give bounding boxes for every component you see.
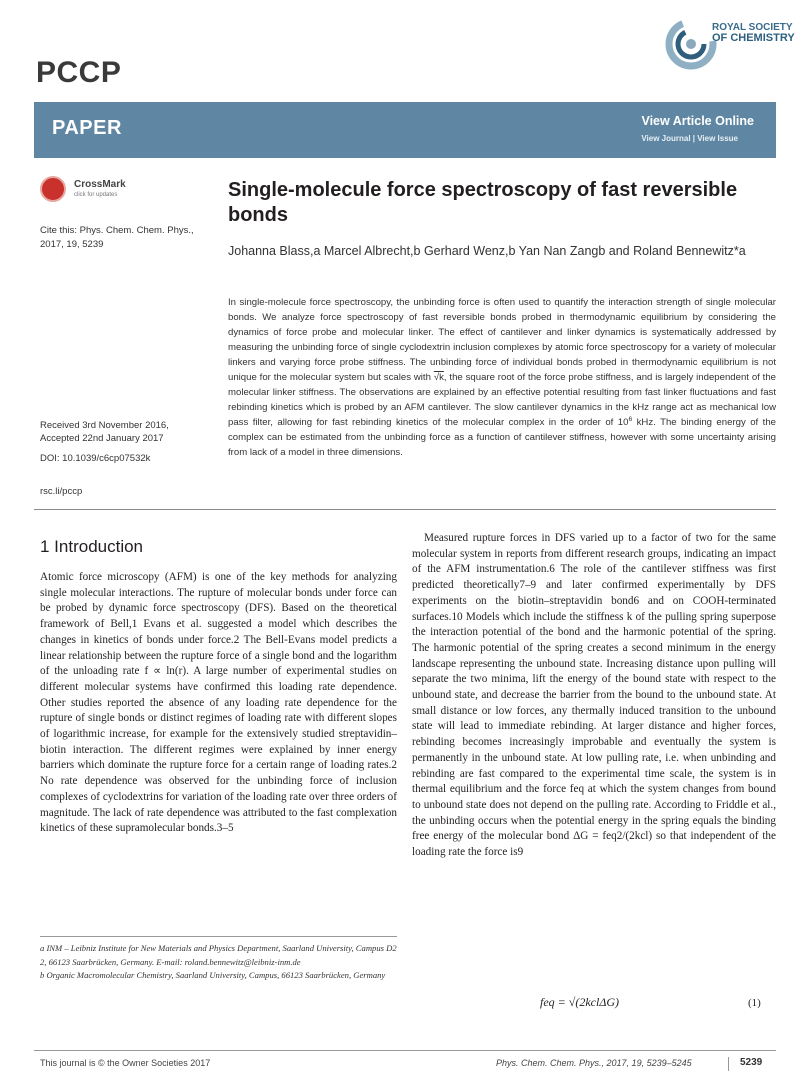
author-list: Johanna Blass,a Marcel Albrecht,b Gerhard Wenz,b Yan Nan Zangb and Roland Bennewitz*a [228, 244, 746, 258]
footer-citation: Phys. Chem. Chem. Phys., 2017, 19, 5239–5245 [496, 1058, 692, 1068]
received-date: Received 3rd November 2016, [40, 420, 169, 431]
footnote-rule [40, 936, 397, 937]
crossmark-label: CrossMark [74, 179, 126, 190]
equation: feq = √(2kclΔG) [540, 995, 620, 1009]
cite-this [40, 224, 220, 252]
footer-copyright: This journal is © the Owner Societies 2017 [40, 1058, 211, 1068]
intro-paragraph-1: Atomic force microscopy (AFM) is one of the key methods for analyzing single molecular interactions. The rupture of molecular bonds under force can be probed by dynamic force spectroscopy (DFS). Based on the theoretical framework of Bell,1 Evans et al. suggested a model which describes the changes in kinetics of bonds under force.2 The Bell-Evans model predicts a linear relationship between the rupture force of a single bond and the logarithm of the unloading rate f ∝ ln(r). A large number of experimental studies on different molecular systems have confirmed this loading rate dependence. Other studies reported the absence of any loading rate dependence for the rupture of single bonds or distinct regimes of loading rate with different slopes of logarithmic increase, for example for the extensively studied streptavidin–biotin interaction. The different regimes were explained by inner energy barriers which dominate the rupture force for a certain range of loading rates.2 No rate dependence was observed for the unbinding force of inclusion complexes of cyclodextrins for variation of the loading rate over three orders of magnitude. The lack of rate dependence was attributed to the fast complexation kinetics of these supramolecular bonds.3–5 [40, 571, 397, 835]
view-journal-issue-links[interactable]: View Journal | View Issue [641, 134, 738, 143]
section-heading: 1 Introduction [40, 537, 144, 556]
article-title: Single-molecule force spectroscopy of fast reversible bonds [228, 179, 738, 226]
body-column-left [40, 570, 397, 837]
journal-name: PCCP [36, 56, 122, 89]
equation-number: (1) [748, 997, 761, 1009]
view-article-online-link[interactable]: View Article Online [641, 114, 754, 128]
paper-type-label: PAPER [52, 117, 122, 139]
abstract-part-3: kHz. The binding energy of the complex can be estimated from the unbinding force as a function of cantilever stiffness, however with some uncertainty arising from lack of a model in three dimensions. [228, 417, 776, 458]
accepted-date: Accepted 22nd January 2017 [40, 433, 164, 444]
affiliations [40, 942, 397, 983]
citation: Phys. Chem. Chem. Phys., 2017, 19, 5239 [40, 225, 194, 250]
affiliation-a: a INM – Leibniz Institute for New Materials and Physics Department, Saarland University, Campus D2 2, 66123 Saarbrücken, Germany. E-mail: roland.bennewitz@leibniz-inm.de [40, 943, 397, 967]
abstract [228, 295, 776, 460]
paper-banner [34, 102, 776, 158]
journal-link[interactable]: rsc.li/pccp [40, 486, 83, 497]
affiliation-b: b Organic Macromolecular Chemistry, Saarland University, Campus, 66123 Saarbrücken, Germany [40, 970, 386, 980]
logo-line-2: OF CHEMISTRY [712, 32, 795, 44]
page-number: 5239 [740, 1057, 763, 1068]
intro-paragraph-2: Measured rupture forces in DFS varied up to a factor of two for the same molecular system in reports from different research groups, indicating an impact of the AFM instrumentation.6 The role of the cantilever stiffness was first predicted theoretically7–9 and later confirmed experimentally by DFS experiments on the biotin–streptavidin bond6 and on COOH-terminated surfaces.10 Models which include the stiffness k of the pulling spring superpose the interaction potential of the bond and the harmonic potential of the spring. The harmonic potential of the spring creates a second minimum in the energy landscape representing the unbound state. Increasing distance upon pulling will separate the two minima, lift the energy of the bound state with respect to the unbound state, and decrease the barrier from the bound to the unbound state. At small distance or low forces, any thermally induced transition to the unbound state will lead to immediate rebinding. At larger distance and higher forces, rebinding becomes increasingly improbable and eventually the system is permanently in the unbound state. At low pulling rate, i.e. when unbinding and rebinding are fast compared to the experimental time scale, the system is in thermal equilibrium and the force feq at which the system changes from bound to unbound state does not depend on the pulling rate. According to Friddle et al., the unbinding occurs when the potential energy in the spring equals the binding free energy of the molecular bond ΔG = feq2/(2kcl) so that independent of the loading rate the force is9 [412, 532, 776, 859]
logo-line-1: ROYAL SOCIETY [712, 22, 793, 33]
doi[interactable]: DOI: 10.1039/c6cp07532k [40, 453, 151, 464]
rsc-logo-text [712, 22, 795, 44]
crossmark-button[interactable] [40, 176, 150, 206]
page-separator [728, 1057, 729, 1071]
abstract-exponent: 6 [628, 415, 633, 423]
footer-rule [34, 1050, 776, 1051]
body-column-right [412, 531, 776, 861]
abstract-sqrt: √k [433, 372, 444, 383]
article-dates [40, 419, 220, 445]
section-divider [34, 509, 776, 510]
abstract-part-1: In single-molecule force spectroscopy, the unbinding force is often used to quantify the interaction strength of single molecular bonds. We analyze force spectroscopy of fast reversible bonds probed in thermodynamic equilibrium by considering the dynamics of force probe and molecular linker. The effect of cantilever and linker dynamics is systematically addressed by measuring the unbinding force of single cyclodextrin inclusion complexes by atomic force spectroscopy for a variety of molecular linkers and varying force probe stiffness. The unbinding force of individual bonds probed in thermodynamic equilibrium is not unique for the molecular system but scales with [228, 297, 776, 383]
crossmark-sub: click for updates [74, 192, 118, 198]
abstract-part-2: , the square root of the force probe stiffness, and is largely independent of the molecular linker stiffness. The observations are explained by an effective potential resulting from fast linker fluctuations and fast rebinding kinetics which is probed by an AFM cantilever. The slow cantilever dynamics in the kHz range act as mechanical low pass filter, allowing for fast rebinding kinetics of the molecular complex in the order of 10 [228, 372, 777, 428]
cite-prefix: Cite this: [40, 225, 77, 236]
crossmark-icon [40, 176, 66, 202]
